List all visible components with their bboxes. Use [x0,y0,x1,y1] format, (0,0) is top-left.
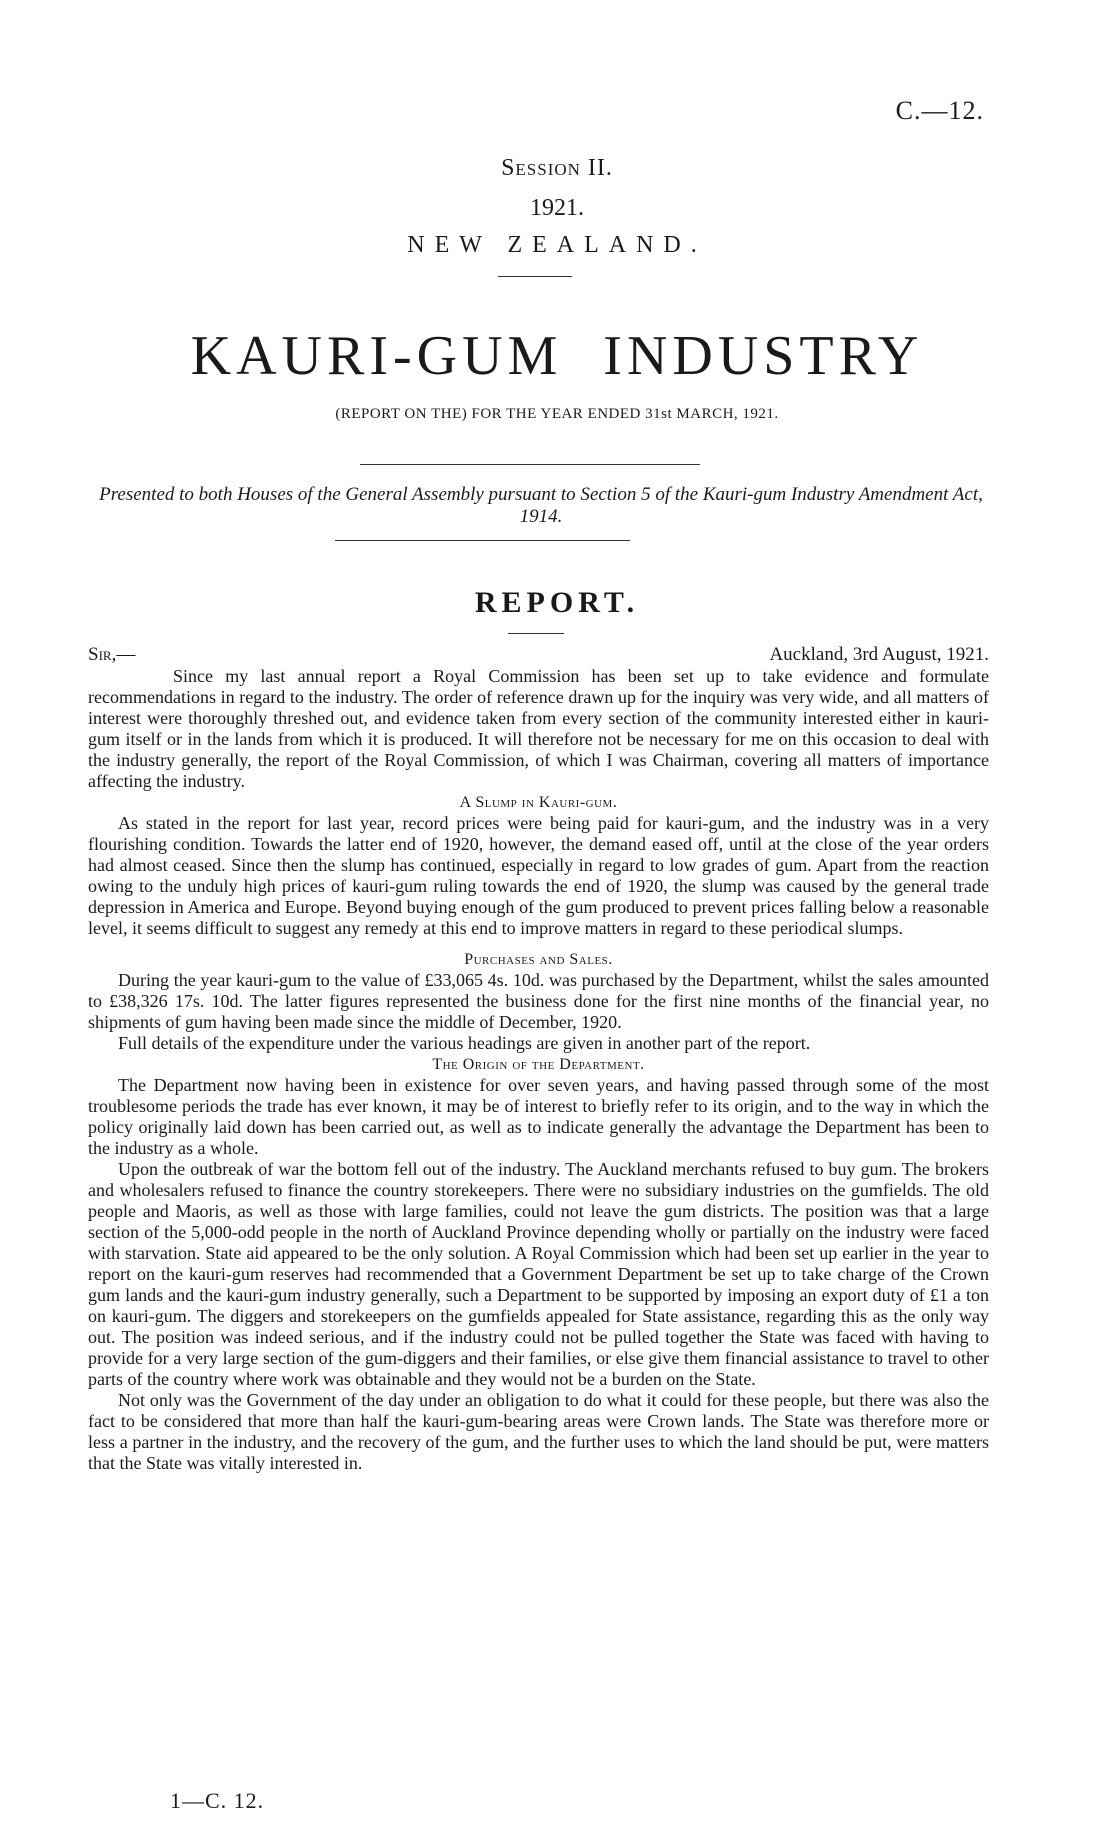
section-heading: The Origin of the Department. [432,1056,645,1073]
report-heading: REPORT. [474,586,640,619]
signature-mark: 1—C. 12. [170,1788,265,1813]
year-label: 1921. [530,195,584,221]
document-title: KAURI-GUM INDUSTRY [190,325,924,387]
country-label: NEW ZEALAND. [407,232,707,258]
body-paragraph: Full details of the expenditure under the various headings are given in another part of the report. [118,1033,811,1053]
session-label: Session II. [501,155,613,181]
body-paragraph: During the year kauri-gum to the value of £33,065 4s. 10d. was purchased by the Department, whilst the sales amounted to £38,326 17s. 10d. The latter figures represented the business done for the first nine months of the financial year, no shipments of gum having been made since the middle of December, 1920. [88,970,989,1032]
body-paragraph: Upon the outbreak of war the bottom fell out of the industry. The Auckland merchants refused to buy gum. The brokers and wholesalers refused to finance the country storekeepers. There were no subsidiary industries on the gumfields. The old people and Maoris, as well as those with large families, could not leave the gum districts. The position was that a large section of the 5,000-odd people in the north of Auckland Province depending wholly or partially on the industry were faced with starvation. State aid appeared to be the only solution. A Royal Commission which had been set up earlier in the year to report on the kauri-gum reserves had recommended that a Government Department be set up to take charge of the Crown gum lands and the kauri-gum industry generally, such a Department to be supported by imposing an export duty of £1 a ton on kauri-gum. The diggers and storekeepers on the gumfields appealed for State assistance, regarding this as the only way out. The position was indeed serious, and if the industry could not be pulled together the State was faced with having to provide for a very large section of the gum-diggers and their families, or else give them financial assistance to travel to other parts of the country where work was obtainable and they would not be a burden on the State. [88,1159,989,1389]
divider-rule [498,276,572,277]
salutation: Sir,— [88,644,136,665]
paper-number: C.—12. [895,96,984,125]
divider-rule [360,464,700,465]
section-heading: A Slump in Kauri-gum. [459,794,618,811]
section-heading: Purchases and Sales. [464,951,613,968]
body-paragraph: As stated in the report for last year, record prices were being paid for kauri-gum, and the industry was in a very flourishing condition. Towards the latter end of 1920, however, the demand eased off, until at the close of the year orders had almost ceased. Since then the slump has continued, especially in regard to low grades of gum. Apart from the reaction owing to the unduly high prices of kauri-gum ruling towards the end of 1920, the slump was caused by the general trade depression in America and Europe. Beyond buying enough of the gum produced to prevent prices falling below a reasonable level, it seems difficult to suggest any remedy at this end to improve matters in regard to these periodical slumps. [88,813,989,938]
place-and-date: Auckland, 3rd August, 1921. [769,644,989,665]
document-subtitle: (REPORT ON THE) FOR THE YEAR ENDED 31st MARCH, 1921. [335,406,779,422]
body-paragraph: The Department now having been in existence for over seven years, and having passed through some of the most troublesome periods the trade has ever known, it may be of interest to briefly refer to its origin, and to the way in which the policy originally laid down has been carried out, as well as to indicate generally the advantage the Department has been to the industry as a whole. [88,1075,989,1158]
presentation-note: Presented to both Houses of the General Assembly pursuant to Section 5 of the Kauri-gum Industry Amendment Act, 1914. [99,484,983,527]
report-body [88,666,989,1474]
body-paragraph: Not only was the Government of the day under an obligation to do what it could for these people, but there was also the fact to be considered that more than half the kauri-gum-bearing areas were Crown lands. The State was therefore more or less a partner in the industry, and the recovery of the gum, and the further uses to which the land should be put, were matters that the State was vitally interested in. [88,1390,989,1473]
divider-rule [335,540,630,541]
intro-paragraph: Since my last annual report a Royal Commission has been set up to take evidence and formulate recommendations in regard to the industry. The order of reference drawn up for the inquiry was very wide, and all matters of interest were thoroughly threshed out, and evidence taken from every section of the community interested either in kauri-gum itself or in the lands from which it is produced. It will therefore not be necessary for me on this occasion to deal with the industry generally, the report of the Royal Commission, of which I was Chairman, covering all matters of importance affecting the industry. [88,666,989,791]
divider-rule [508,633,564,634]
section-spacer [88,939,989,949]
